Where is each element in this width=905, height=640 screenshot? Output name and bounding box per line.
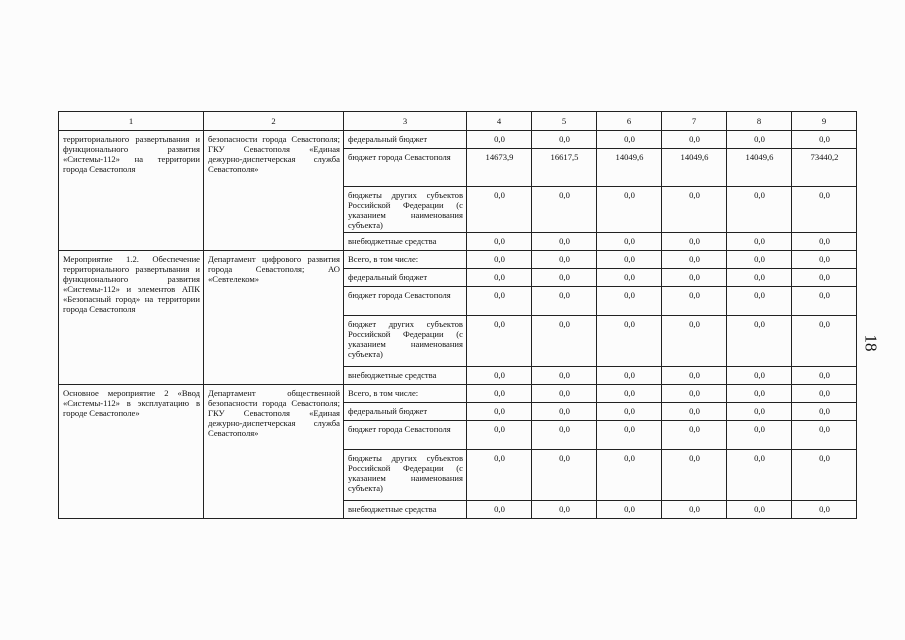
value-cell: 0,0 [597,450,662,501]
value-cell: 0,0 [792,233,857,251]
value-cell: 0,0 [792,367,857,385]
value-cell: 0,0 [792,251,857,269]
value-cell: 0,0 [792,501,857,519]
value-cell: 14049,6 [597,149,662,187]
value-cell: 0,0 [532,187,597,233]
funding-source-cell: внебюджетные средства [344,501,467,519]
value-cell: 0,0 [467,501,532,519]
value-cell: 0,0 [727,187,792,233]
value-cell: 0,0 [727,403,792,421]
event-name-cell: территориального развертывания и функционального развития «Системы-112» на территории города Севастополя [59,131,204,251]
value-cell: 0,0 [597,403,662,421]
value-cell: 0,0 [467,367,532,385]
value-cell: 0,0 [727,233,792,251]
value-cell: 0,0 [467,269,532,287]
column-header: 4 [467,112,532,131]
value-cell: 0,0 [792,269,857,287]
column-header: 3 [344,112,467,131]
value-cell: 0,0 [467,131,532,149]
value-cell: 0,0 [532,421,597,450]
value-cell: 0,0 [662,131,727,149]
value-cell: 0,0 [597,287,662,316]
value-cell: 0,0 [727,450,792,501]
value-cell: 0,0 [727,251,792,269]
value-cell: 0,0 [467,450,532,501]
value-cell: 0,0 [597,269,662,287]
funding-source-cell: бюджеты других субъектов Российской Федерации (с указанием наименования субъекта) [344,450,467,501]
value-cell: 0,0 [727,501,792,519]
table-row [59,251,857,269]
event-name-cell: Мероприятие 1.2. Обеспечение территориального развертывания и функционального развития «Системы-112» и элементов АПК «Безопасный город» на территории города Севастополя [59,251,204,385]
value-cell: 0,0 [597,385,662,403]
value-cell: 0,0 [532,269,597,287]
value-cell: 0,0 [792,450,857,501]
value-cell: 0,0 [662,187,727,233]
funding-source-cell: бюджет других субъектов Российской Федерации (с указанием наименования субъекта) [344,316,467,367]
value-cell: 14049,6 [727,149,792,187]
value-cell: 0,0 [792,403,857,421]
value-cell: 0,0 [792,316,857,367]
funding-source-cell: Всего, в том числе: [344,251,467,269]
column-header: 2 [204,112,344,131]
column-header: 6 [597,112,662,131]
value-cell: 0,0 [792,421,857,450]
value-cell: 0,0 [792,131,857,149]
header-row [59,112,857,131]
table-row [59,385,857,403]
value-cell: 0,0 [532,233,597,251]
value-cell: 0,0 [597,233,662,251]
budget-table [58,111,857,519]
value-cell: 0,0 [792,187,857,233]
value-cell: 0,0 [532,403,597,421]
value-cell: 0,0 [467,316,532,367]
value-cell: 0,0 [662,233,727,251]
value-cell: 0,0 [467,187,532,233]
value-cell: 0,0 [532,287,597,316]
value-cell: 0,0 [727,131,792,149]
value-cell: 0,0 [532,385,597,403]
value-cell: 0,0 [467,287,532,316]
funding-source-cell: бюджет города Севастополя [344,149,467,187]
value-cell: 0,0 [727,367,792,385]
column-header: 1 [59,112,204,131]
value-cell: 14673,9 [467,149,532,187]
value-cell: 0,0 [597,131,662,149]
value-cell: 0,0 [532,501,597,519]
value-cell: 0,0 [662,269,727,287]
value-cell: 0,0 [467,421,532,450]
value-cell: 0,0 [467,385,532,403]
column-header: 9 [792,112,857,131]
value-cell: 0,0 [662,421,727,450]
value-cell: 0,0 [792,385,857,403]
value-cell: 0,0 [662,367,727,385]
value-cell: 0,0 [662,501,727,519]
column-header: 8 [727,112,792,131]
funding-source-cell: федеральный бюджет [344,269,467,287]
funding-source-cell: бюджет города Севастополя [344,421,467,450]
value-cell: 0,0 [597,421,662,450]
value-cell: 0,0 [597,367,662,385]
value-cell: 0,0 [532,450,597,501]
executor-cell: Департамент цифрового развития города Севастополя; АО «Севтелеком» [204,251,344,385]
executor-cell: безопасности города Севастополя; ГКУ Севастополя «Единая дежурно-диспетчерская служба Севастополя» [204,131,344,251]
value-cell: 0,0 [532,131,597,149]
funding-source-cell: внебюджетные средства [344,233,467,251]
value-cell: 0,0 [727,421,792,450]
value-cell: 0,0 [532,251,597,269]
value-cell: 0,0 [597,501,662,519]
value-cell: 14049,6 [662,149,727,187]
executor-cell: Департамент общественной безопасности города Севастополя; ГКУ Севастополя «Единая дежурно-диспетчерская служба Севастополя» [204,385,344,519]
value-cell: 0,0 [467,403,532,421]
value-cell: 0,0 [597,251,662,269]
funding-source-cell: внебюджетные средства [344,367,467,385]
funding-source-cell: Всего, в том числе: [344,385,467,403]
page-number: 18 [861,334,881,352]
value-cell: 0,0 [662,450,727,501]
value-cell: 0,0 [662,316,727,367]
value-cell: 0,0 [727,316,792,367]
column-header: 7 [662,112,727,131]
column-header: 5 [532,112,597,131]
value-cell: 0,0 [532,316,597,367]
value-cell: 0,0 [792,287,857,316]
value-cell: 0,0 [597,316,662,367]
value-cell: 0,0 [727,269,792,287]
value-cell: 0,0 [597,187,662,233]
funding-source-cell: федеральный бюджет [344,403,467,421]
value-cell: 0,0 [727,287,792,316]
value-cell: 0,0 [662,251,727,269]
value-cell: 16617,5 [532,149,597,187]
value-cell: 0,0 [467,233,532,251]
event-name-cell: Основное мероприятие 2 «Ввод «Системы-112» в эксплуатацию в городе Севастополе» [59,385,204,519]
funding-source-cell: бюджеты других субъектов Российской Федерации (с указанием наименования субъекта) [344,187,467,233]
funding-source-cell: федеральный бюджет [344,131,467,149]
value-cell: 0,0 [467,251,532,269]
funding-source-cell: бюджет города Севастополя [344,287,467,316]
value-cell: 0,0 [662,385,727,403]
value-cell: 0,0 [662,287,727,316]
table-row [59,131,857,149]
value-cell: 0,0 [727,385,792,403]
value-cell: 0,0 [532,367,597,385]
value-cell: 73440,2 [792,149,857,187]
value-cell: 0,0 [662,403,727,421]
